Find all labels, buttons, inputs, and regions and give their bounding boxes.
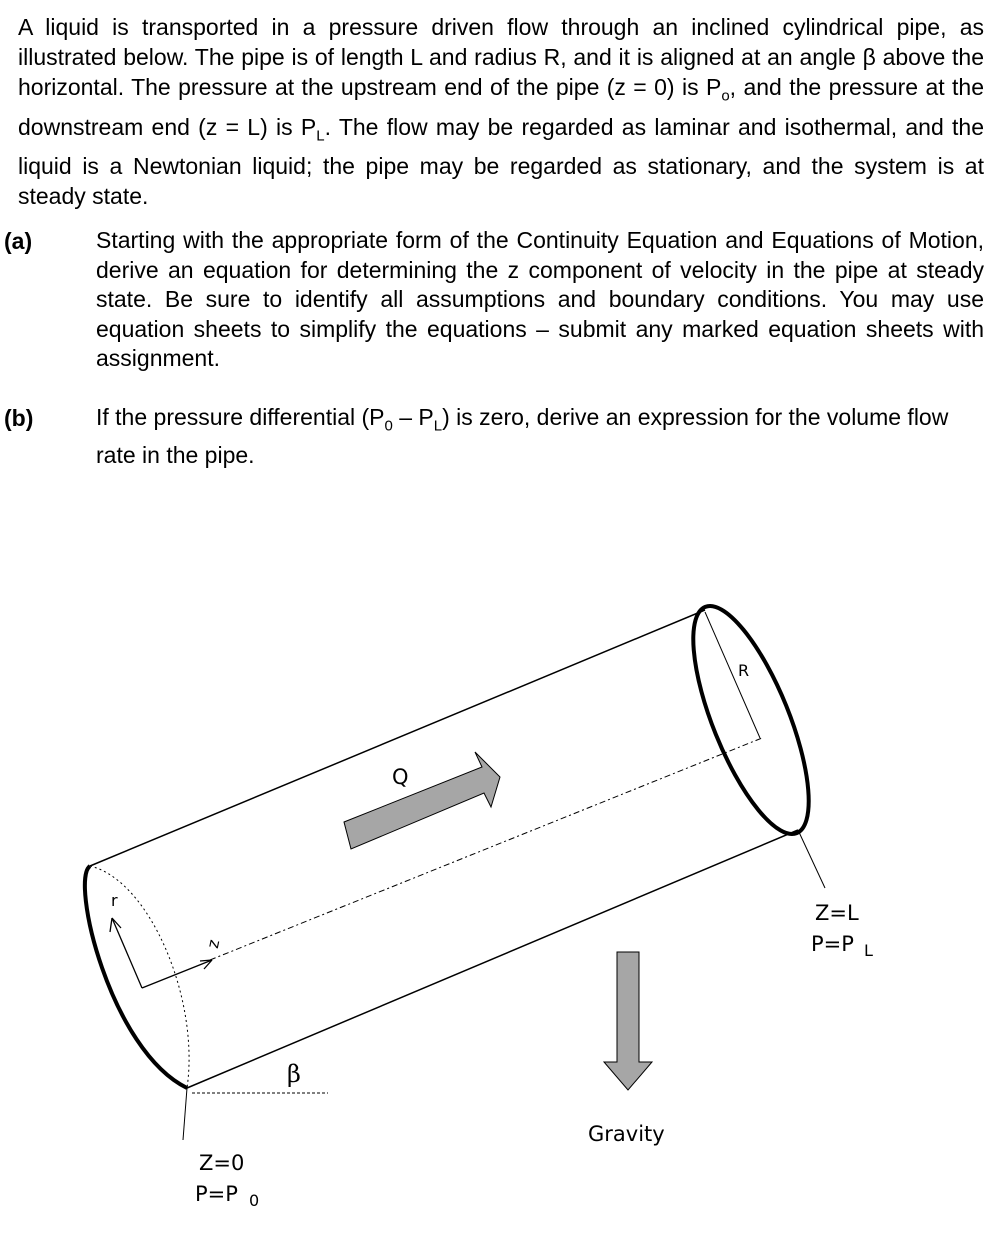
inlet-p-label: P=P [195, 1182, 238, 1206]
intro-text-3: . The flow may be regarded as laminar and isothermal, and the liquid is a Newtonian liquid; the pipe may be regarded as stationary, and the system is at steady state. [18, 113, 985, 210]
z-axis-label: z [202, 937, 224, 950]
r-axis-line [112, 918, 142, 988]
inlet-p-subscript: 0 [249, 1191, 260, 1210]
radius-label: R [738, 661, 750, 680]
outlet-extension-line [798, 830, 825, 888]
radius-line [705, 612, 760, 738]
part-b-sub-0: 0 [384, 417, 393, 435]
part-a-text: Starting with the appropriate form of the Continuity Equation and Equations of Motion, derive an equation for determining the z component of velocity in the pipe at steady state. Be sure to identify all assumptions and boundary conditions. You may use equation sheets to simplify the equations – submit any marked equation sheets with assignment. [96, 227, 984, 371]
intro-sub-l: L [316, 127, 325, 145]
flow-arrow [344, 752, 500, 849]
part-b-text-3: ) is zero, derive an expression for the volume flow rate in the pipe. [96, 404, 949, 469]
outlet-p-label: P=P [811, 932, 854, 956]
part-b-label: (b) [4, 405, 34, 431]
part-b-sub-l: L [433, 417, 443, 435]
outlet-ellipse [670, 593, 832, 848]
intro-text-1: A liquid is transported in a pressure driven flow through an inclined cylindrical pipe, as illustrated below. The pipe is of length L and radius R, and it is aligned at an angle β above the horizontal. The pressure at the upstream end of the pipe (z = 0) is P [18, 14, 984, 100]
flow-label: Q [392, 765, 409, 789]
inlet-front-arc [85, 866, 187, 1088]
outlet-p-subscript: L [864, 941, 873, 960]
gravity-arrow [604, 952, 652, 1090]
inlet-z-label: Z=0 [199, 1151, 245, 1175]
part-b-text-2: – P [392, 404, 434, 430]
part-b-text-1: If the pressure differential (P [96, 404, 385, 430]
inlet-extension-line [183, 1088, 187, 1140]
r-axis-label: r [111, 891, 118, 910]
intro-text-2: , and the pressure at the downstream end (z = L) is P [18, 74, 984, 140]
outlet-z-label: Z=L [815, 901, 859, 925]
angle-label: β [287, 1060, 301, 1088]
intro-sub-o: o [721, 87, 730, 105]
z-axis-line [142, 960, 212, 988]
pipe-bottom-edge [187, 830, 798, 1088]
part-a-label: (a) [4, 228, 33, 254]
gravity-label: Gravity [588, 1122, 665, 1146]
